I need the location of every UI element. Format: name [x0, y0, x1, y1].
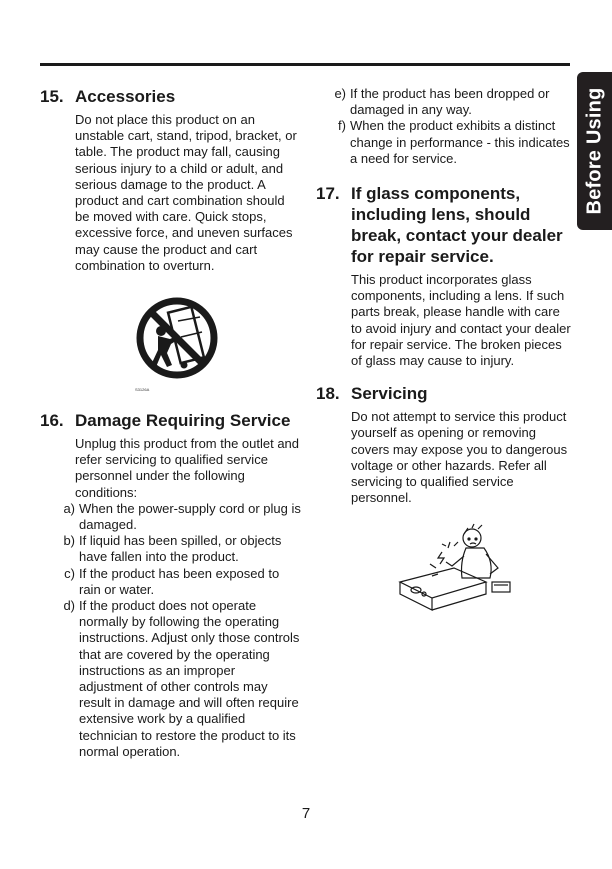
list-item	[40, 501, 302, 533]
section-heading	[316, 383, 574, 404]
section-accessories	[40, 86, 302, 400]
list-item	[40, 566, 302, 598]
figure-code: S3126A	[135, 387, 150, 393]
section-tab-label: Before Using	[583, 87, 605, 215]
section-servicing	[316, 383, 574, 619]
list-item	[40, 598, 302, 760]
page-number: 7	[301, 805, 311, 822]
section-number: 17.	[316, 184, 340, 204]
list-text: When the power-supply cord or plug is damaged.	[79, 500, 301, 533]
section-body: Do not place this product on an unstable cart, stand, tripod, bracket, or table. The product may fall, causing serious injury to a child or adult, and serious damage to the product. A product and cart combination should be moved with care. Quick stops, excessive force, and uneven surfaces may cause the product and cart combination to overturn.	[75, 112, 297, 273]
list-marker: d)	[63, 598, 75, 614]
section-heading	[316, 183, 574, 267]
section-body: Do not attempt to service this product yourself as opening or removing covers may expose you to dangerous voltage or other hazards. Refer all servicing to qualified service personnel.	[351, 409, 568, 506]
list-marker: f)	[338, 118, 346, 134]
section-number: 16.	[40, 411, 64, 431]
section-heading	[40, 410, 302, 431]
left-column	[40, 86, 302, 760]
section-glass	[316, 183, 574, 369]
list-marker: e)	[334, 86, 346, 101]
top-rule	[40, 63, 570, 66]
list-marker: a)	[63, 500, 75, 516]
list-text: If the product has been dropped or damaged in any way.	[350, 86, 550, 118]
electric-shock-illustration	[394, 522, 514, 614]
list-marker: b)	[63, 533, 75, 549]
section-number: 18.	[316, 384, 340, 404]
right-column	[316, 86, 574, 619]
section-damage	[40, 410, 302, 760]
list-item	[316, 86, 574, 118]
list-marker: c)	[64, 565, 75, 581]
section-tab	[577, 72, 612, 230]
list-item	[316, 118, 574, 167]
list-text: If the product does not operate normally by following the operating instructions. Adjust only those controls that are covered by the operating instructions as an improper adjustment of other controls may result in damage and will often require extensive work by a qualified technician to restore the product to its normal operation.	[79, 598, 300, 759]
section-body: Unplug this product from the outlet and refer servicing to qualified service personnel under the following conditions:	[75, 436, 300, 500]
section-number: 15.	[40, 87, 64, 106]
condition-list-continued	[316, 86, 574, 167]
condition-list	[40, 501, 302, 760]
list-text: If liquid has been spilled, or objects have fallen into the product.	[79, 533, 282, 565]
cart-tipover-warning-icon	[134, 295, 220, 395]
section-title: Accessories	[75, 87, 176, 106]
section-title: If glass components, including lens, should break, contact your dealer for repair service.	[351, 184, 563, 267]
section-title: Servicing	[351, 384, 428, 404]
list-item	[40, 533, 302, 565]
list-text: If the product has been exposed to rain or water.	[79, 565, 280, 597]
list-text: When the product exhibits a distinct change in performance - this indicates a need for service.	[350, 118, 570, 166]
section-body: This product incorporates glass components, including a lens. If such parts break, please handle with care to avoid injury and contact your dealer for repair service. The broken pieces of glass may cause to injury.	[351, 272, 571, 369]
section-heading	[40, 86, 302, 107]
section-title: Damage Requiring Service	[75, 411, 291, 431]
